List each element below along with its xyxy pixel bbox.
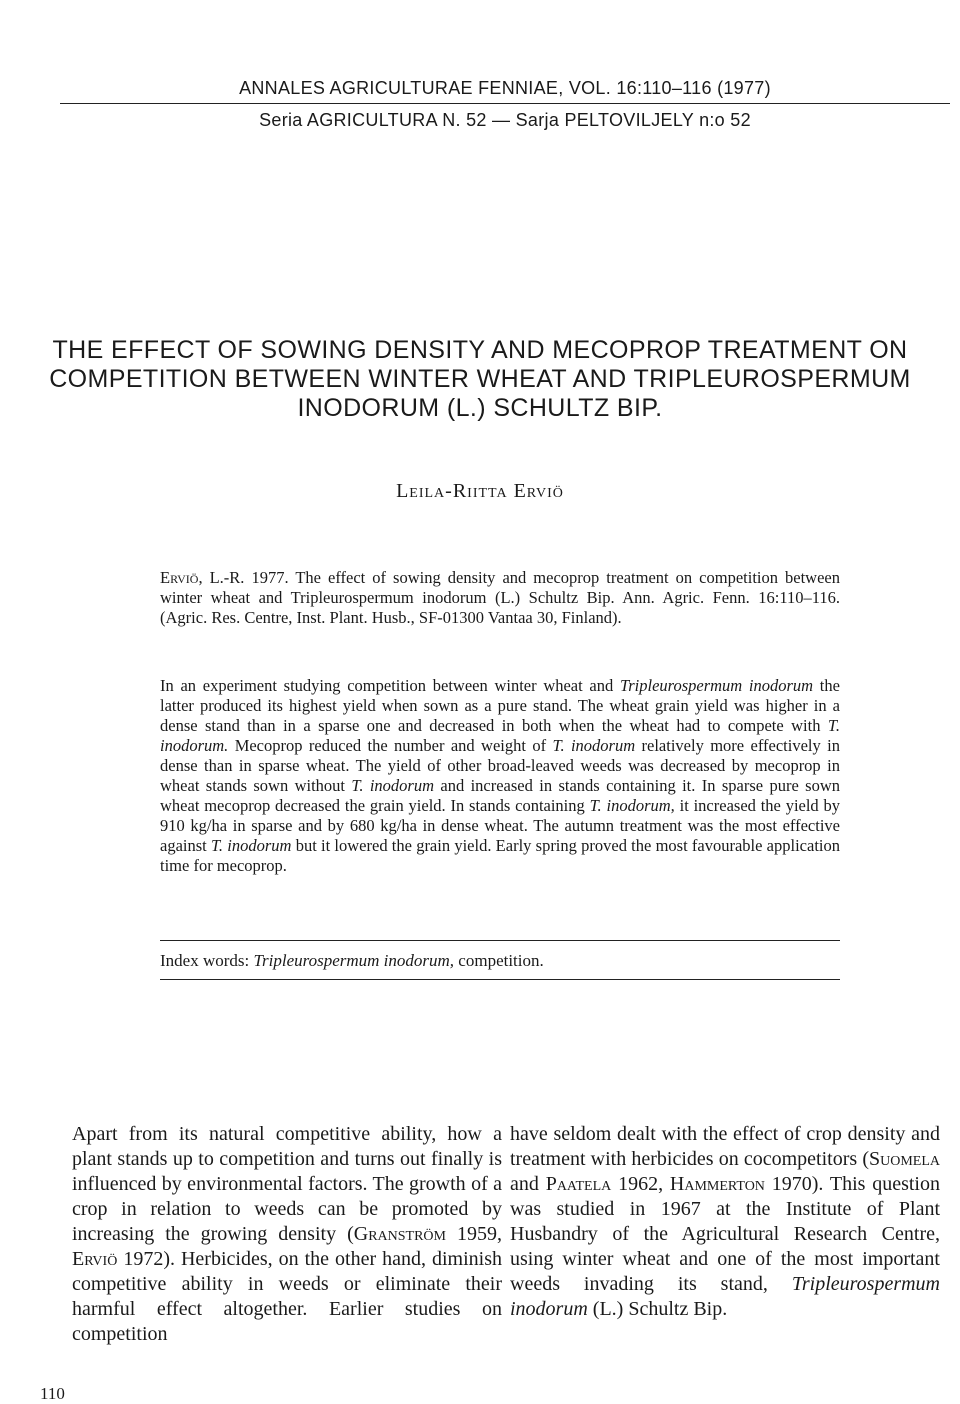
species-name: Tripleurospermum inodorum: [619, 676, 814, 695]
index-words-text: competition.: [454, 951, 544, 970]
body-text: have seldom dealt with the effect of crop density and treatment with herbicides on cocompetitors (: [510, 1123, 940, 1170]
body-text: 1959,: [446, 1223, 503, 1245]
body-text: 1962,: [611, 1173, 670, 1195]
species-name: T. inodorum: [351, 776, 435, 795]
body-text: (L.) Schultz Bip.: [587, 1298, 728, 1320]
journal-series-line: Seria AGRICULTURA N. 52 — Sarja PELTOVILJELY n:o 52: [259, 110, 751, 130]
abstract: [160, 676, 840, 876]
journal-citation-line: ANNALES AGRICULTURAE FENNIAE, VOL. 16:110–116 (1977): [60, 78, 950, 104]
body-text: 1970). This question was studied in 1967 at the Institute of Plant Husbandry of the Agricultural Research Centre, using winter wheat and one of the most important weeds invading its stand,: [510, 1173, 940, 1295]
species-name: T. inodorum: [552, 736, 636, 755]
citation-text: 1977. The effect of sowing density and mecoprop treatment on competition between winter wheat and Tripleurospermum inodorum (L.) Schultz Bip. Ann. Agric. Fenn. 16:110–116. (Agric. Res. Centre, Inst. Plant. Husb., SF-01300 Vantaa 30, Finland).: [160, 568, 840, 627]
species-name: Tripleurospermum inodorum: [510, 1273, 940, 1320]
cited-author: Suomela: [868, 1148, 940, 1170]
abstract-text: it increased the yield by 910 kg/ha in sparse and by 680 kg/ha in dense wheat. The autumn treatment was the most effective against: [160, 796, 840, 855]
article-title: [40, 336, 920, 423]
citation-author: Erviö, L.-R.: [160, 568, 245, 587]
cited-author: Hammerton: [669, 1173, 765, 1195]
title-line-1: THE EFFECT OF SOWING DENSITY AND MECOPROP TREATMENT ON: [52, 336, 908, 364]
abstract-text: In an experiment studying competition between winter wheat and: [160, 676, 620, 695]
species-name: Tripleurospermum inodorum,: [253, 951, 455, 970]
cited-author: Granström: [353, 1223, 446, 1245]
abstract-text: relatively more effectively in dense than in sparse wheat. The yield of other broad-leaved weeds was decreased by mecoprop in wheat stands sown without: [160, 736, 840, 795]
abstract-text: Mecoprop reduced the number and weight of: [228, 736, 553, 755]
index-words-label: Index words:: [160, 951, 254, 970]
page-number: 110: [40, 1384, 65, 1403]
title-line-3: INODORUM (L.) SCHULTZ BIP.: [297, 394, 663, 422]
body-column-left: [72, 1122, 502, 1347]
body-text: 1972). Herbicides, on the other hand, diminish competitive ability in weeds or eliminate their harmful effect altogether. Earlier studies on competition: [72, 1248, 502, 1345]
cited-author: Erviö: [72, 1248, 118, 1270]
body-text: Apart from its natural competitive ability, how a plant stands up to competition and turns out finally is influenced by environmental factors. The growth of a crop in relation to weeds can be promoted by increasing the growing density (: [72, 1123, 502, 1245]
abstract-text: the latter produced its highest yield when sown as a pure stand. The wheat grain yield was higher in a dense stand than in a sparse one and decreased in both when the wheat had to compete with: [160, 676, 840, 735]
species-name: T. inodorum,: [589, 796, 675, 815]
body-column-right: [510, 1122, 940, 1322]
cited-author: Paatela: [545, 1173, 612, 1195]
title-line-2: COMPETITION BETWEEN WINTER WHEAT AND TRIPLEUROSPERMUM: [49, 365, 911, 393]
article-author: Leila-Riitta Erviö: [396, 480, 564, 502]
bibliographic-citation: [160, 568, 840, 628]
index-words: [160, 940, 840, 980]
journal-header: [60, 78, 950, 131]
body-text: and: [510, 1173, 546, 1195]
abstract-text: but it lowered the grain yield. Early spring proved the most favourable application time for mecoprop.: [160, 836, 840, 875]
abstract-text: and increased in stands containing it. In sparse pure sown wheat mecoprop decreased the grain yield. In stands containing: [160, 776, 841, 815]
species-name: T. inodorum.: [160, 716, 840, 755]
species-name: T. inodorum: [210, 836, 292, 855]
